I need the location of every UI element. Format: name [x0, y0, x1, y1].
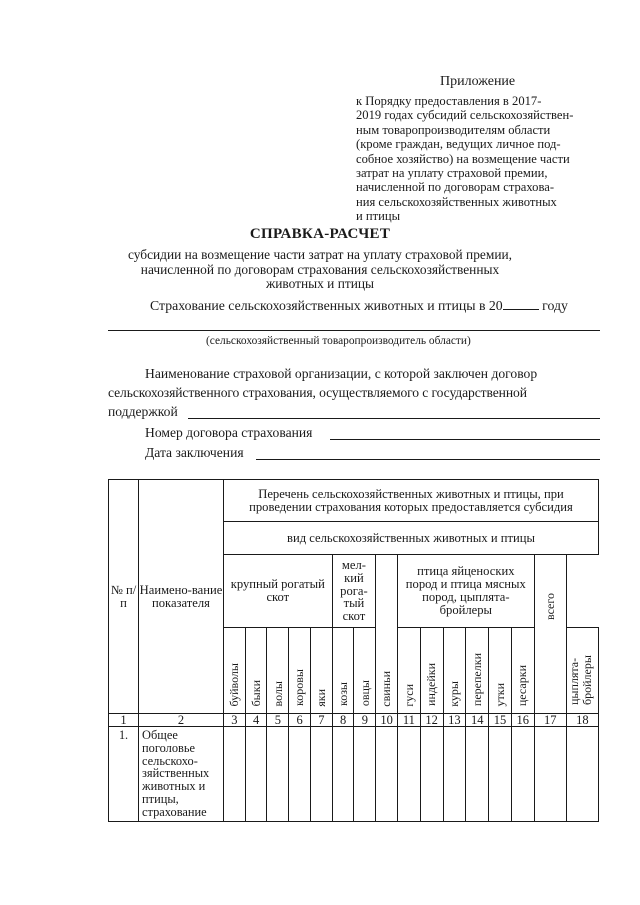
year-field[interactable] [503, 297, 539, 310]
appendix-line: (кроме граждан, ведущих личное под- [356, 137, 561, 152]
cattle-header: крупный рогатый скот [223, 555, 332, 628]
contract-number-label: Номер договора страхования [145, 425, 313, 440]
turkeys-header: индейки [420, 628, 443, 714]
quails-header: перепелки [466, 628, 489, 714]
pigs-label: свиньи [379, 670, 394, 707]
document-title: СПРАВКА-РАСЧЕТ [249, 226, 391, 242]
insurer-line-2: сельскохозяйственного страхования, осуществляемого с государственной [108, 385, 527, 400]
value-cell[interactable] [267, 727, 289, 822]
col-index-cell: 16 [511, 714, 534, 727]
small-cattle-header: мел-кий рога-тый скот [332, 555, 376, 628]
col-index-cell: 15 [489, 714, 512, 727]
producer-caption: (сельскохозяйственный товаропроизводитель области) [206, 335, 471, 347]
sheep-header: овцы [354, 628, 376, 714]
geese-header: гуси [397, 628, 420, 714]
subtitle-line: животных и птицы [265, 276, 375, 291]
col-index-cell: 9 [354, 714, 376, 727]
total-header [534, 555, 566, 714]
contract-date-label: Дата заключения [145, 445, 244, 460]
value-cell[interactable] [310, 727, 332, 822]
value-cell[interactable] [511, 727, 534, 822]
value-cell[interactable] [466, 727, 489, 822]
broilers-header: цыплята-бройлеры [566, 628, 598, 714]
col-index-cell: 4 [245, 714, 267, 727]
appendix-line: и птицы [356, 209, 401, 224]
col-index-cell: 6 [289, 714, 311, 727]
col-index-cell: 12 [420, 714, 443, 727]
col-index-cell: 2 [139, 714, 224, 727]
value-cell[interactable] [397, 727, 420, 822]
appendix-line: ным товаропроизводителям области [356, 122, 551, 137]
appendix-line: собное хозяйство) на возмещение части [356, 151, 570, 166]
animal-kind-header: вид сельскохозяйственных животных и птицы [223, 522, 598, 555]
col-name-header: Наимено-вание показателя [139, 480, 224, 714]
value-cell[interactable] [420, 727, 443, 822]
appendix-line: начисленной по договорам страхова- [356, 180, 555, 195]
value-cell[interactable] [443, 727, 466, 822]
value-cell[interactable] [534, 727, 566, 822]
appendix-line: к Порядку предоставления в 2017- [356, 94, 542, 108]
yaks-header: яки [310, 628, 332, 714]
ducks-header: утки [489, 628, 512, 714]
col-number-header: № п/п [109, 480, 139, 714]
cows-header: коровы [289, 628, 311, 714]
value-cell[interactable] [332, 727, 354, 822]
value-cell[interactable] [289, 727, 311, 822]
insurance-year-line [150, 297, 568, 314]
appendix-title: Приложение [440, 74, 516, 89]
col-index-cell: 5 [267, 714, 289, 727]
col-index-cell: 10 [376, 714, 398, 727]
col-index-cell: 13 [443, 714, 466, 727]
col-index-cell: 18 [566, 714, 598, 727]
document-subtitle [120, 248, 520, 292]
total-label: всего [542, 593, 557, 621]
col-index-cell: 17 [534, 714, 566, 727]
buffalo-header: буйволы [223, 628, 245, 714]
appendix-text [356, 94, 606, 224]
insurer-field[interactable] [188, 418, 600, 419]
appendix-line: 2019 годах субсидий сельскохозяйствен- [356, 108, 574, 123]
value-cell[interactable] [376, 727, 398, 822]
value-cell[interactable] [489, 727, 512, 822]
col-index-cell: 11 [397, 714, 420, 727]
animal-list-header: Перечень сельскохозяйственных животных и птицы, при проведении страхования которых предоставляется субсидия [223, 480, 598, 522]
subtitle-line: субсидии на возмещение части затрат на уплату страховой премии, [127, 247, 513, 262]
goats-header: козы [332, 628, 354, 714]
value-cell[interactable] [223, 727, 245, 822]
value-cell[interactable] [566, 727, 598, 822]
table-row [109, 727, 599, 822]
appendix-line: ния сельскохозяйственных животных [356, 194, 557, 209]
guineafowl-header: цесарки [511, 628, 534, 714]
subsidy-calculation-table [108, 479, 599, 822]
insurer-line-1: Наименование страховой организации, с которой заключен договор [145, 366, 538, 381]
bulls-header: быки [245, 628, 267, 714]
insurer-line-3: поддержкой [108, 404, 178, 419]
col-index-cell: 3 [223, 714, 245, 727]
contract-date-field[interactable] [256, 459, 600, 460]
col-index-cell: 7 [310, 714, 332, 727]
producer-field[interactable] [108, 330, 600, 331]
row-number-cell: 1. [109, 727, 139, 822]
col-index-cell: 1 [109, 714, 139, 727]
appendix-line: затрат на уплату страховой премии, [356, 166, 548, 181]
col-index-cell: 14 [466, 714, 489, 727]
row-name-cell: Общее поголовье сельскохо-зяйственных животных и птицы, страхование [139, 727, 224, 822]
pigs-header [376, 555, 398, 714]
insurance-year-prefix: Страхование сельскохозяйственных животных и птицы в 20 [150, 298, 503, 313]
col-index-cell: 8 [332, 714, 354, 727]
insurance-year-suffix: году [542, 298, 568, 313]
oxen-header: волы [267, 628, 289, 714]
poultry-header: птица яйценоских пород и птица мясных пород, цыплята-бройлеры [397, 555, 534, 628]
value-cell[interactable] [245, 727, 267, 822]
subtitle-line: начисленной по договорам страхования сельскохозяйственных [140, 261, 500, 277]
contract-number-field[interactable] [330, 439, 600, 440]
value-cell[interactable] [354, 727, 376, 822]
chickens-header: куры [443, 628, 466, 714]
